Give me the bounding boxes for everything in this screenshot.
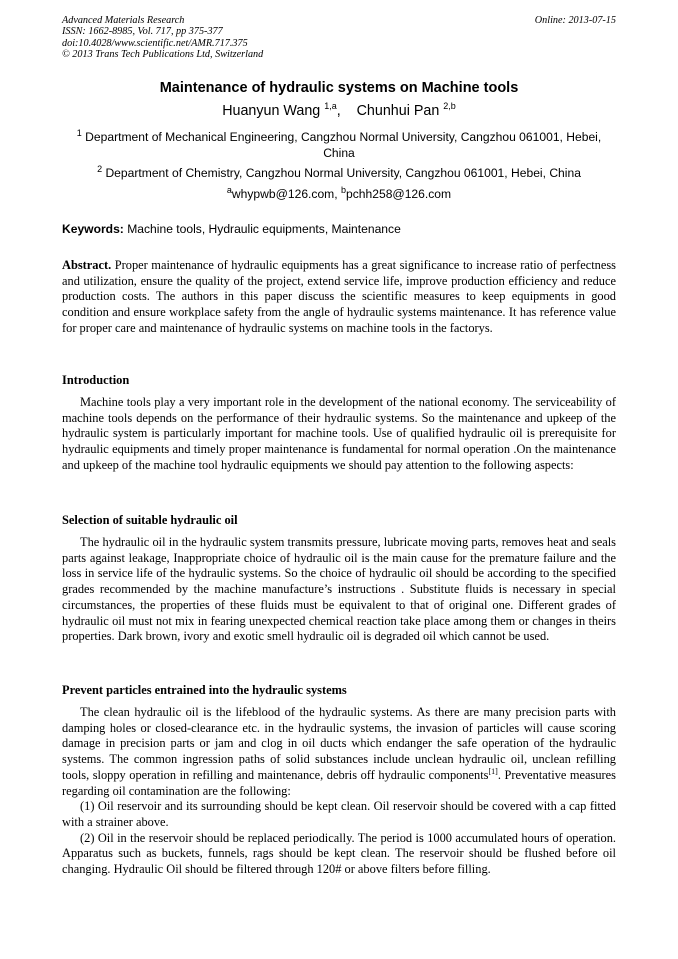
citation-1[interactable]: [1] <box>488 766 498 776</box>
online-date: Online: 2013-07-15 <box>534 15 616 26</box>
issn-line: ISSN: 1662-8985, Vol. 717, pp 375-377 <box>62 26 223 38</box>
doi-line[interactable]: doi:10.4028/www.scientific.net/AMR.717.375 <box>62 37 248 49</box>
abstract-label: Abstract. <box>62 258 112 272</box>
author-line: Huanyun Wang $^{1,a}$, Chunhui Pan $^{2,b}$ <box>222 101 456 119</box>
journal-name: Advanced Materials Research <box>62 15 185 26</box>
affiliation-1 <box>62 127 616 161</box>
introduction-paragraph <box>62 395 616 474</box>
prevent-paragraph <box>62 705 616 878</box>
list-item-1: (1) Oil reservoir and its surrounding should be kept clean. Oil reservoir should be covered with a cap fitted with a strainer above. <box>62 799 616 829</box>
prevent-text-part1: The clean hydraulic oil is the lifeblood of the hydraulic systems. As there are many precision parts with damping holes or closed-clearance etc. in the hydraulic systems, the invasion of particles will cause scoring damage in precision parts or jam and clog in oil ducts which endanger the safe operation of the hydraulic systems. The common ingression paths of solid substances include unclean hydraulic oil, unclean refilling tools, sloppy operation in refilling and maintenance, debris off hydraulic components <box>62 705 616 782</box>
affiliation-text: Department of Mechanical Engineering, Cangzhou Normal University, Cangzhou 061001, Hebei, China <box>85 130 602 160</box>
author-emails <box>0 184 678 201</box>
journal-header <box>62 15 263 60</box>
abstract-paragraph <box>62 258 616 337</box>
introduction-text: Machine tools play a very important role in the development of the national economy. The serviceability of machine tools depends on the performance of their hydraulic systems. So the maintenance and upkeep of the hydraulic system is particularly important for machine tools. Use of qualified hydraulic oil is prerequisite for hydraulic equipments and timely proper maintenance is fundamental for normal operation .On the maintenance and upkeep of the machine tool hydraulic equipments we should pay attention to the following aspects: <box>62 395 616 472</box>
affiliation-text: Department of Chemistry, Cangzhou Normal University, Cangzhou 061001, Hebei, China <box>105 166 581 180</box>
list-item-2: (2) Oil in the reservoir should be replaced periodically. The period is 1000 accumulated hours of operation. Apparatus such as buckets, funnels, rags should be kept clean. The reservoir should be flushed before oil changing. Hydraulic Oil should be filtered through 120# or above filters before filling. <box>62 830 616 877</box>
abstract-text: Proper maintenance of hydraulic equipments has a great significance to increase ratio of perfectness and utilization, ensure the quality of the project, extend service life, improve production efficiency and reduce production costs. The authors in this paper discuss the scientific measures to keep equipments in good condition and ensure workplace safety from the angle of hydraulic systems maintenance. It has reference value for proper care and maintenance of hydraulic systems on machine tools in the factorys. <box>62 258 616 335</box>
prevent-text-part2: . Preventative measures regarding oil contamination are the following: <box>62 767 617 798</box>
selection-paragraph <box>62 535 616 645</box>
affiliation-sup: 2 <box>97 163 103 174</box>
email-sup: a <box>226 184 232 195</box>
author-sup: 2,b <box>443 101 456 112</box>
email-sup: b <box>341 184 347 195</box>
section-heading-selection: Selection of suitable hydraulic oil <box>62 513 238 527</box>
paper-title: Maintenance of hydraulic systems on Machine tools <box>159 80 519 96</box>
keywords-label: Keywords: <box>62 222 124 236</box>
selection-text: The hydraulic oil in the hydraulic system transmits pressure, lubricate moving parts, removes heat and seals parts against leakage, Inappropriate choice of hydraulic oil is the main cause for the premature failure and the loss in service life of the hydraulic systems. So the choice of hydraulic oil should be according to the specified grades recommended by the machine manufacture’s instructions . Substitute fluids is necessary in special circumstances, the properties of these fluids must be equivalent to that of original one. Different grades of hydraulic oil must not mix in fearing unexpected chemical reaction take place among them or changes in theirs properties. Dark brown, ivory and exotic smell hydraulic oil is degraded oil which cannot be used. <box>62 535 616 644</box>
affiliation-sup: 1 <box>76 127 82 138</box>
keywords-text: Machine tools, Hydraulic equipments, Maintenance <box>127 222 401 236</box>
affiliation-2 <box>62 163 616 182</box>
author-name: Huanyun Wang <box>222 103 321 119</box>
author-name: Chunhui Pan <box>356 103 440 119</box>
section-heading-introduction: Introduction <box>62 373 130 387</box>
keywords-line <box>62 222 616 236</box>
prevent-text <box>62 705 616 799</box>
email-a[interactable]: whypwb@126.com, <box>231 187 338 201</box>
email-b[interactable]: pchh258@126.com <box>346 187 452 201</box>
section-heading-prevent: Prevent particles entrained into the hydraulic systems <box>62 683 347 697</box>
copyright-line: © 2013 Trans Tech Publications Ltd, Switzerland <box>62 48 264 60</box>
author-sup: 1,a <box>324 101 337 112</box>
